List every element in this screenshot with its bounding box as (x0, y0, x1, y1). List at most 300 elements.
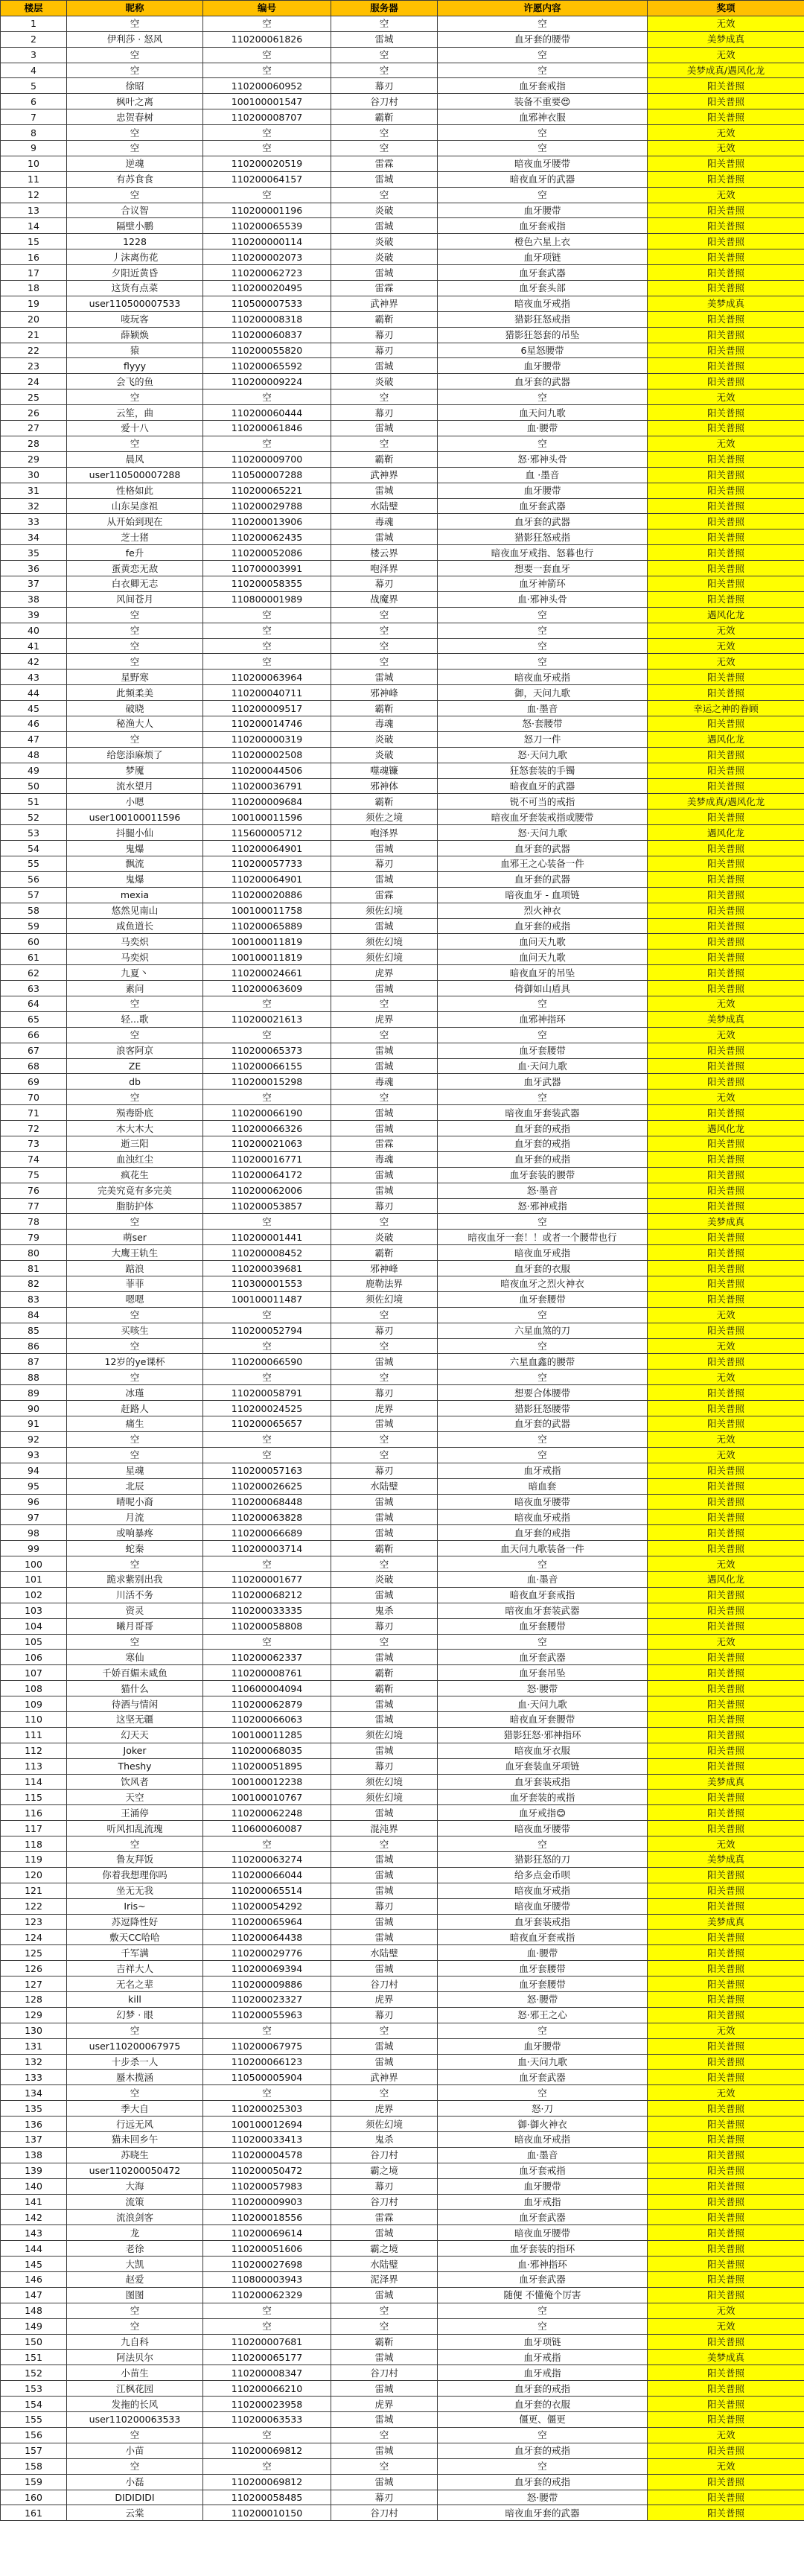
server-cell[interactable]: 鬼杀 (331, 1603, 438, 1618)
nickname-cell[interactable]: 这坚无疆 (67, 1711, 203, 1727)
wish-cell[interactable]: 御·御火神衣 (438, 2117, 648, 2132)
server-cell[interactable]: 空 (331, 638, 438, 654)
server-cell[interactable]: 炎破 (331, 731, 438, 747)
server-cell[interactable]: 炎破 (331, 374, 438, 389)
id-cell[interactable]: 空 (203, 1836, 331, 1852)
award-cell[interactable]: 阳关普照 (648, 1261, 804, 1276)
floor-cell[interactable]: 29 (1, 451, 67, 467)
wish-cell[interactable]: 暗夜血牙套腰带 (438, 1711, 648, 1727)
floor-cell[interactable]: 94 (1, 1463, 67, 1478)
id-cell[interactable]: 空 (203, 1431, 331, 1447)
id-cell[interactable]: 110200066689 (203, 1525, 331, 1541)
wish-cell[interactable]: 装备不重要😍 (438, 94, 648, 109)
id-cell[interactable]: 110200025303 (203, 2101, 331, 2117)
award-cell[interactable]: 阳关普照 (648, 2054, 804, 2070)
wish-cell[interactable]: 暗夜血牙腰带 (438, 156, 648, 171)
award-cell[interactable]: 美梦成真 (648, 1774, 804, 1790)
floor-cell[interactable]: 128 (1, 1992, 67, 2008)
nickname-cell[interactable]: 王涌停 (67, 1805, 203, 1821)
award-cell[interactable]: 阳关普照 (648, 2287, 804, 2303)
wish-cell[interactable]: 暗夜血牙套装戒指或腰带 (438, 810, 648, 825)
award-cell[interactable]: 无效 (648, 2427, 804, 2443)
floor-cell[interactable]: 89 (1, 1385, 67, 1401)
award-cell[interactable]: 阳关普照 (648, 2365, 804, 2381)
wish-cell[interactable]: 血牙腰带 (438, 2178, 648, 2194)
server-cell[interactable]: 霸靳 (331, 1245, 438, 1261)
nickname-cell[interactable]: DIDIDIDI (67, 2490, 203, 2505)
nickname-cell[interactable]: 痛生 (67, 1416, 203, 1432)
id-cell[interactable]: 110200009903 (203, 2194, 331, 2210)
nickname-cell[interactable]: 伊利莎 · 怒风 (67, 31, 203, 47)
award-cell[interactable]: 阳关普照 (648, 747, 804, 763)
award-cell[interactable]: 阳关普照 (648, 467, 804, 483)
floor-cell[interactable]: 92 (1, 1431, 67, 1447)
nickname-cell[interactable]: 空 (67, 2303, 203, 2318)
award-cell[interactable]: 无效 (648, 1090, 804, 1105)
nickname-cell[interactable]: 空 (67, 125, 203, 141)
server-cell[interactable]: 须佐幻境 (331, 1727, 438, 1743)
server-cell[interactable]: 霸靳 (331, 2334, 438, 2350)
nickname-cell[interactable]: 天空 (67, 1790, 203, 1805)
nickname-cell[interactable]: 大鹰王轨生 (67, 1245, 203, 1261)
nickname-cell[interactable]: 飘流 (67, 856, 203, 871)
nickname-cell[interactable]: 流策 (67, 2194, 203, 2210)
award-cell[interactable]: 阳关普照 (648, 78, 804, 94)
floor-cell[interactable]: 14 (1, 218, 67, 234)
id-cell[interactable]: 110200058808 (203, 1618, 331, 1634)
server-cell[interactable]: 幕刃 (331, 1385, 438, 1401)
id-cell[interactable]: 空 (203, 1556, 331, 1572)
id-cell[interactable]: 空 (203, 436, 331, 451)
award-cell[interactable]: 幸运之神的眷顾 (648, 701, 804, 716)
server-cell[interactable]: 幕刃 (331, 2007, 438, 2023)
server-cell[interactable]: 空 (331, 654, 438, 670)
nickname-cell[interactable]: 血浊红尘 (67, 1151, 203, 1167)
award-cell[interactable]: 阳关普照 (648, 1603, 804, 1618)
award-cell[interactable]: 阳关普照 (648, 2381, 804, 2397)
id-cell[interactable]: 110200029788 (203, 498, 331, 514)
floor-cell[interactable]: 50 (1, 778, 67, 794)
server-cell[interactable]: 空 (331, 1307, 438, 1323)
floor-cell[interactable]: 109 (1, 1696, 67, 1712)
wish-cell[interactable]: 血牙腰带 (438, 203, 648, 218)
award-cell[interactable]: 阳关普照 (648, 2070, 804, 2085)
award-cell[interactable]: 阳关普照 (648, 591, 804, 607)
floor-cell[interactable]: 10 (1, 156, 67, 171)
floor-cell[interactable]: 46 (1, 716, 67, 731)
server-cell[interactable]: 须佐幻境 (331, 1790, 438, 1805)
floor-cell[interactable]: 125 (1, 1945, 67, 1961)
award-cell[interactable]: 阳关普照 (648, 1136, 804, 1152)
id-cell[interactable]: 空 (203, 2318, 331, 2334)
wish-cell[interactable]: 怒·邪神戒指 (438, 1198, 648, 1214)
server-cell[interactable]: 霸靳 (331, 701, 438, 716)
wish-cell[interactable]: 血问天九歌 (438, 950, 648, 965)
wish-cell[interactable]: 狂怒套装的手镯 (438, 763, 648, 778)
wish-cell[interactable]: 血牙套的武器 (438, 514, 648, 529)
floor-cell[interactable]: 60 (1, 934, 67, 950)
id-cell[interactable]: 110200066190 (203, 1105, 331, 1121)
award-cell[interactable]: 阳关普照 (648, 1587, 804, 1603)
id-cell[interactable]: 110200014746 (203, 716, 331, 731)
nickname-cell[interactable]: 空 (67, 2318, 203, 2334)
wish-cell[interactable]: 血牙套武器 (438, 265, 648, 281)
floor-cell[interactable]: 114 (1, 1774, 67, 1790)
floor-cell[interactable]: 41 (1, 638, 67, 654)
wish-cell[interactable]: 血·邪神头骨 (438, 591, 648, 607)
wish-cell[interactable]: 血·墨音 (438, 701, 648, 716)
nickname-cell[interactable]: 隔壁小鹏 (67, 218, 203, 234)
nickname-cell[interactable]: 萌ser (67, 1230, 203, 1245)
award-cell[interactable]: 阳关普照 (648, 1681, 804, 1696)
nickname-cell[interactable]: user110200063533 (67, 2412, 203, 2428)
server-cell[interactable]: 雷城 (331, 1696, 438, 1712)
id-cell[interactable]: 110500007533 (203, 296, 331, 311)
award-cell[interactable]: 阳关普照 (648, 2225, 804, 2241)
id-cell[interactable]: 110200051606 (203, 2241, 331, 2257)
nickname-cell[interactable]: 空 (67, 607, 203, 623)
floor-cell[interactable]: 139 (1, 2163, 67, 2178)
floor-cell[interactable]: 130 (1, 2023, 67, 2038)
floor-cell[interactable]: 6 (1, 94, 67, 109)
id-cell[interactable]: 100100010767 (203, 1790, 331, 1805)
wish-cell[interactable]: 猎影狂怒戒指 (438, 529, 648, 545)
server-cell[interactable]: 幕刃 (331, 1323, 438, 1338)
header-award[interactable]: 奖项 (648, 1, 804, 16)
wish-cell[interactable]: 暗夜血牙套装武器 (438, 1105, 648, 1121)
award-cell[interactable]: 阳关普照 (648, 1198, 804, 1214)
id-cell[interactable]: 空 (203, 187, 331, 203)
id-cell[interactable]: 110200065177 (203, 2350, 331, 2365)
floor-cell[interactable]: 93 (1, 1447, 67, 1463)
wish-cell[interactable]: 空 (438, 654, 648, 670)
id-cell[interactable]: 110200024525 (203, 1401, 331, 1416)
id-cell[interactable]: 110200055963 (203, 2007, 331, 2023)
server-cell[interactable]: 雷城 (331, 1743, 438, 1758)
wish-cell[interactable]: 血牙套腰带 (438, 1043, 648, 1058)
nickname-cell[interactable]: 九自科 (67, 2334, 203, 2350)
id-cell[interactable]: 110200065964 (203, 1914, 331, 1930)
server-cell[interactable]: 炎破 (331, 747, 438, 763)
award-cell[interactable]: 阳关普照 (648, 1494, 804, 1510)
id-cell[interactable]: 110200003714 (203, 1541, 331, 1556)
server-cell[interactable]: 炎破 (331, 249, 438, 265)
nickname-cell[interactable]: 北辰 (67, 1478, 203, 1494)
award-cell[interactable]: 阳关普照 (648, 1525, 804, 1541)
award-cell[interactable]: 阳关普照 (648, 778, 804, 794)
nickname-cell[interactable]: 饮风者 (67, 1774, 203, 1790)
wish-cell[interactable]: 随便 不懂俺个厉害 (438, 2287, 648, 2303)
floor-cell[interactable]: 23 (1, 358, 67, 374)
id-cell[interactable]: 110200008318 (203, 311, 331, 327)
server-cell[interactable]: 泥泽界 (331, 2272, 438, 2288)
server-cell[interactable]: 雷城 (331, 265, 438, 281)
id-cell[interactable]: 110200002508 (203, 747, 331, 763)
nickname-cell[interactable]: 星魂 (67, 1463, 203, 1478)
nickname-cell[interactable]: 或响暴疼 (67, 1525, 203, 1541)
floor-cell[interactable]: 131 (1, 2038, 67, 2054)
floor-cell[interactable]: 27 (1, 421, 67, 436)
server-cell[interactable]: 须佐幻境 (331, 1774, 438, 1790)
server-cell[interactable]: 雷城 (331, 483, 438, 498)
award-cell[interactable]: 阳关普照 (648, 1696, 804, 1712)
id-cell[interactable]: 110200009224 (203, 374, 331, 389)
award-cell[interactable]: 无效 (648, 1027, 804, 1043)
floor-cell[interactable]: 106 (1, 1650, 67, 1665)
floor-cell[interactable]: 72 (1, 1121, 67, 1136)
wish-cell[interactable]: 僵更、僵更 (438, 2412, 648, 2428)
server-cell[interactable]: 空 (331, 2427, 438, 2443)
wish-cell[interactable]: 暗夜血牙的吊坠 (438, 965, 648, 981)
floor-cell[interactable]: 103 (1, 1603, 67, 1618)
server-cell[interactable]: 空 (331, 996, 438, 1012)
wish-cell[interactable]: 血牙套戒指 (438, 218, 648, 234)
server-cell[interactable]: 雷城 (331, 981, 438, 996)
server-cell[interactable]: 雷城 (331, 1867, 438, 1883)
award-cell[interactable]: 阳关普照 (648, 1711, 804, 1727)
id-cell[interactable]: 110200009517 (203, 701, 331, 716)
wish-cell[interactable]: 血牙套腰带 (438, 1961, 648, 1976)
wish-cell[interactable]: 血牙套的戒指 (438, 1525, 648, 1541)
floor-cell[interactable]: 147 (1, 2287, 67, 2303)
server-cell[interactable]: 虎界 (331, 965, 438, 981)
server-cell[interactable]: 空 (331, 1836, 438, 1852)
id-cell[interactable]: 110200064901 (203, 871, 331, 887)
id-cell[interactable]: 110200066044 (203, 1867, 331, 1883)
award-cell[interactable]: 阳关普照 (648, 2117, 804, 2132)
id-cell[interactable]: 110200064438 (203, 1930, 331, 1945)
floor-cell[interactable]: 112 (1, 1743, 67, 1758)
wish-cell[interactable]: 血牙戒指 (438, 1463, 648, 1478)
header-floor[interactable]: 楼层 (1, 1, 67, 16)
wish-cell[interactable]: 空 (438, 2318, 648, 2334)
server-cell[interactable]: 鬼杀 (331, 2132, 438, 2148)
id-cell[interactable]: 110200062435 (203, 529, 331, 545)
award-cell[interactable]: 美梦成真 (648, 296, 804, 311)
server-cell[interactable]: 雷城 (331, 1650, 438, 1665)
header-server[interactable]: 服务器 (331, 1, 438, 16)
floor-cell[interactable]: 71 (1, 1105, 67, 1121)
id-cell[interactable]: 110200033335 (203, 1603, 331, 1618)
floor-cell[interactable]: 47 (1, 731, 67, 747)
server-cell[interactable]: 霸靳 (331, 109, 438, 125)
wish-cell[interactable]: 血牙套戒指 (438, 78, 648, 94)
wish-cell[interactable]: 空 (438, 389, 648, 405)
award-cell[interactable]: 无效 (648, 2458, 804, 2474)
award-cell[interactable]: 阳关普照 (648, 498, 804, 514)
nickname-cell[interactable]: 空 (67, 1634, 203, 1650)
nickname-cell[interactable]: 空 (67, 1556, 203, 1572)
award-cell[interactable]: 阳关普照 (648, 2241, 804, 2257)
award-cell[interactable]: 无效 (648, 1338, 804, 1354)
floor-cell[interactable]: 62 (1, 965, 67, 981)
nickname-cell[interactable]: 曦月哥哥 (67, 1618, 203, 1634)
floor-cell[interactable]: 96 (1, 1494, 67, 1510)
award-cell[interactable]: 阳关普照 (648, 2178, 804, 2194)
wish-cell[interactable]: 空 (438, 607, 648, 623)
nickname-cell[interactable]: user110200050472 (67, 2163, 203, 2178)
floor-cell[interactable]: 133 (1, 2070, 67, 2085)
award-cell[interactable]: 阳关普照 (648, 1510, 804, 1525)
floor-cell[interactable]: 24 (1, 374, 67, 389)
nickname-cell[interactable]: 晨风 (67, 451, 203, 467)
id-cell[interactable]: 110200058485 (203, 2490, 331, 2505)
nickname-cell[interactable]: user100100011596 (67, 810, 203, 825)
wish-cell[interactable]: 血牙套装血牙项链 (438, 1758, 648, 1774)
server-cell[interactable]: 空 (331, 2303, 438, 2318)
server-cell[interactable]: 虎界 (331, 1992, 438, 2008)
wish-cell[interactable]: 怒·天问九歌 (438, 825, 648, 841)
id-cell[interactable]: 110200066155 (203, 1058, 331, 1074)
award-cell[interactable]: 阳关普照 (648, 203, 804, 218)
server-cell[interactable]: 雷城 (331, 1167, 438, 1183)
floor-cell[interactable]: 79 (1, 1230, 67, 1245)
floor-cell[interactable]: 84 (1, 1307, 67, 1323)
nickname-cell[interactable]: 蛇秦 (67, 1541, 203, 1556)
award-cell[interactable]: 无效 (648, 638, 804, 654)
award-cell[interactable]: 阳关普照 (648, 2194, 804, 2210)
wish-cell[interactable]: 血牙套装的指环 (438, 2241, 648, 2257)
wish-cell[interactable]: 血牙套的戒指 (438, 1136, 648, 1152)
wish-cell[interactable]: 御，天问九歌 (438, 685, 648, 701)
nickname-cell[interactable]: 空 (67, 389, 203, 405)
nickname-cell[interactable]: 大凯 (67, 2257, 203, 2272)
id-cell[interactable]: 空 (203, 2303, 331, 2318)
id-cell[interactable]: 110200057733 (203, 856, 331, 871)
floor-cell[interactable]: 35 (1, 545, 67, 561)
award-cell[interactable]: 阳关普照 (648, 265, 804, 281)
id-cell[interactable]: 空 (203, 1370, 331, 1385)
nickname-cell[interactable]: 有苏食食 (67, 171, 203, 187)
nickname-cell[interactable]: 空 (67, 16, 203, 31)
id-cell[interactable]: 110200066590 (203, 1354, 331, 1370)
nickname-cell[interactable]: 菲菲 (67, 1276, 203, 1292)
award-cell[interactable]: 无效 (648, 436, 804, 451)
nickname-cell[interactable]: 坐无无我 (67, 1883, 203, 1898)
wish-cell[interactable]: 暗夜血牙腰带 (438, 1898, 648, 1914)
wish-cell[interactable]: 怒·套腰带 (438, 716, 648, 731)
nickname-cell[interactable]: 小苗生 (67, 2365, 203, 2381)
server-cell[interactable]: 雷城 (331, 2412, 438, 2428)
wish-cell[interactable]: 空 (438, 1634, 648, 1650)
floor-cell[interactable]: 78 (1, 1214, 67, 1230)
award-cell[interactable]: 阳关普照 (648, 358, 804, 374)
floor-cell[interactable]: 91 (1, 1416, 67, 1432)
nickname-cell[interactable]: 待酒与情闲 (67, 1696, 203, 1712)
wish-cell[interactable]: 血·邪神指环 (438, 2257, 648, 2272)
award-cell[interactable]: 无效 (648, 141, 804, 156)
wish-cell[interactable]: 暗夜血牙的武器 (438, 778, 648, 794)
wish-cell[interactable]: 空 (438, 1556, 648, 1572)
wish-cell[interactable]: 怒·邪神头骨 (438, 451, 648, 467)
id-cell[interactable]: 110200064901 (203, 841, 331, 856)
wish-cell[interactable]: 猎影狂怒腰带 (438, 1401, 648, 1416)
wish-cell[interactable]: 橙色六星上衣 (438, 234, 648, 249)
server-cell[interactable]: 雷霖 (331, 2210, 438, 2225)
header-nickname[interactable]: 昵称 (67, 1, 203, 16)
server-cell[interactable]: 咆泽界 (331, 561, 438, 576)
id-cell[interactable]: 110200040711 (203, 685, 331, 701)
nickname-cell[interactable]: 空 (67, 1307, 203, 1323)
award-cell[interactable]: 阳关普照 (648, 218, 804, 234)
server-cell[interactable]: 幕刃 (331, 856, 438, 871)
server-cell[interactable]: 雷城 (331, 1121, 438, 1136)
nickname-cell[interactable]: 空 (67, 623, 203, 638)
award-cell[interactable]: 阳关普照 (648, 514, 804, 529)
wish-cell[interactable]: 怒·邪王之心 (438, 2007, 648, 2023)
floor-cell[interactable]: 117 (1, 1821, 67, 1836)
floor-cell[interactable]: 45 (1, 701, 67, 716)
floor-cell[interactable]: 77 (1, 1198, 67, 1214)
nickname-cell[interactable]: 空 (67, 1338, 203, 1354)
floor-cell[interactable]: 39 (1, 607, 67, 623)
server-cell[interactable]: 雷城 (331, 1043, 438, 1058)
award-cell[interactable]: 阳关普照 (648, 1883, 804, 1898)
id-cell[interactable]: 110200066123 (203, 2054, 331, 2070)
server-cell[interactable]: 炎破 (331, 1571, 438, 1587)
id-cell[interactable]: 110200023958 (203, 2397, 331, 2412)
nickname-cell[interactable]: 寒仙 (67, 1650, 203, 1665)
award-cell[interactable]: 阳关普照 (648, 2038, 804, 2054)
id-cell[interactable]: 空 (203, 638, 331, 654)
floor-cell[interactable]: 70 (1, 1090, 67, 1105)
id-cell[interactable]: 110200062006 (203, 1183, 331, 1198)
server-cell[interactable]: 雷霖 (331, 1136, 438, 1152)
wish-cell[interactable]: 血牙套的衣服 (438, 1261, 648, 1276)
server-cell[interactable]: 须佐幻境 (331, 903, 438, 918)
id-cell[interactable]: 110200065373 (203, 1043, 331, 1058)
nickname-cell[interactable]: 空 (67, 141, 203, 156)
id-cell[interactable]: 110200016771 (203, 1151, 331, 1167)
nickname-cell[interactable]: 悠然见南山 (67, 903, 203, 918)
award-cell[interactable]: 阳关普照 (648, 1758, 804, 1774)
server-cell[interactable]: 须佐幻境 (331, 934, 438, 950)
server-cell[interactable]: 空 (331, 607, 438, 623)
floor-cell[interactable]: 105 (1, 1634, 67, 1650)
wish-cell[interactable]: 血牙套武器 (438, 2210, 648, 2225)
wish-cell[interactable]: 空 (438, 47, 648, 63)
nickname-cell[interactable]: 合议智 (67, 203, 203, 218)
nickname-cell[interactable]: 月流 (67, 1510, 203, 1525)
id-cell[interactable]: 110200062337 (203, 1650, 331, 1665)
nickname-cell[interactable]: 空 (67, 47, 203, 63)
wish-cell[interactable]: 空 (438, 1338, 648, 1354)
id-cell[interactable]: 110200021063 (203, 1136, 331, 1152)
id-cell[interactable]: 空 (203, 1214, 331, 1230)
nickname-cell[interactable]: 此频柔美 (67, 685, 203, 701)
nickname-cell[interactable]: 跪求紫别出我 (67, 1571, 203, 1587)
wish-cell[interactable]: 想要合体腰带 (438, 1385, 648, 1401)
id-cell[interactable]: 110200068035 (203, 1743, 331, 1758)
id-cell[interactable]: 110200063274 (203, 1851, 331, 1867)
wish-cell[interactable]: 血天问九歌 (438, 405, 648, 421)
award-cell[interactable]: 阳关普照 (648, 2397, 804, 2412)
award-cell[interactable]: 阳关普照 (648, 1650, 804, 1665)
nickname-cell[interactable]: 云笙，曲 (67, 405, 203, 421)
id-cell[interactable]: 空 (203, 1338, 331, 1354)
nickname-cell[interactable]: 给您添麻烦了 (67, 747, 203, 763)
wish-cell[interactable]: 暗夜血牙的武器 (438, 171, 648, 187)
nickname-cell[interactable]: 夕阳近黄昏 (67, 265, 203, 281)
wish-cell[interactable]: 暗夜血牙套戒指 (438, 1587, 648, 1603)
wish-cell[interactable]: 血牙套的戒指 (438, 1151, 648, 1167)
floor-cell[interactable]: 159 (1, 2474, 67, 2490)
wish-cell[interactable]: 血牙套的戒指 (438, 2381, 648, 2397)
floor-cell[interactable]: 80 (1, 1245, 67, 1261)
id-cell[interactable]: 110200000114 (203, 234, 331, 249)
wish-cell[interactable]: 空 (438, 2303, 648, 2318)
floor-cell[interactable]: 55 (1, 856, 67, 871)
